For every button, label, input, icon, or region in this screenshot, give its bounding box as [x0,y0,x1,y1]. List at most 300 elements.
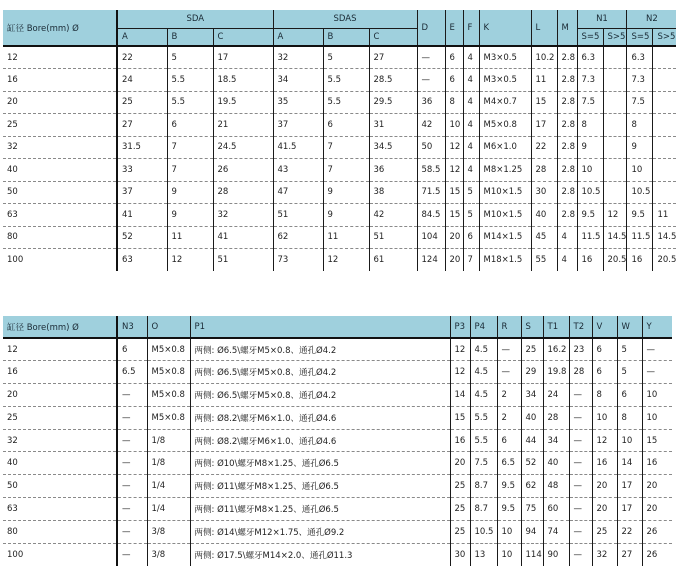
cell-n2-s5: 11.5 [627,226,653,249]
cell-f: 4 [463,114,479,137]
cell-bore: 12 [3,338,117,361]
cell-t1: 24 [543,384,569,407]
cell-k: M6×1.0 [479,136,531,159]
cell-k: M3×0.5 [479,46,531,69]
cell-sdas-b: 7 [323,136,369,159]
cell-r: 9.5 [497,498,521,521]
cell-p1: 两侧: Ø14\螺牙M12×1.75、通孔Ø9.2 [190,520,450,543]
cell-bore: 20 [3,91,117,114]
cell-n2-s5: 16 [627,249,653,272]
cell-sda-b: 12 [167,249,213,272]
table-row [3,181,676,204]
cell-t1: 48 [543,475,569,498]
cell-p1: 两侧: Ø11\螺牙M8×1.25、通孔Ø6.5 [190,498,450,521]
cell-p1: 两侧: Ø10\螺牙M8×1.25、通孔Ø6.5 [190,452,450,475]
cell-sda-a: 52 [117,226,167,249]
cell-p1: 两侧: Ø8.2\螺牙M6×1.0、通孔Ø4.6 [190,406,450,429]
cell-sdas-a: 41.5 [273,136,323,159]
cell-r: 2 [497,384,521,407]
cell-sdas-a: 73 [273,249,323,272]
cell-r: 6.5 [497,452,521,475]
cell-k: M10×1.5 [479,181,531,204]
cell-o: 1/8 [147,429,190,452]
cell-bore: 25 [3,114,117,137]
table-row [3,69,676,92]
cell-n2-sgt5 [653,46,676,69]
cell-t2: — [569,498,592,521]
cell-t2: — [569,520,592,543]
cell-bore: 16 [3,361,117,384]
table-row [3,338,672,361]
cell-n1-s5: 10.5 [577,181,603,204]
n1-group-header: N1 [577,10,627,28]
cell-k: M18×1.5 [479,249,531,272]
cell-n2-s5: 7.3 [627,69,653,92]
cell-sdas-b: 9 [323,204,369,227]
bore-header: 缸径 Bore(mm) Ø [3,10,117,46]
cell-n2-sgt5 [653,69,676,92]
cell-n1-s5: 7.5 [577,91,603,114]
cell-s: 25 [521,338,543,361]
cell-bore: 63 [3,498,117,521]
cell-l: 28 [531,159,557,182]
cell-m: 2.8 [557,46,577,69]
col-header-t1: T1 [543,316,569,338]
cell-s: 75 [521,498,543,521]
cell-bore: 16 [3,69,117,92]
cell-sda-a: 24 [117,69,167,92]
cell-bore: 40 [3,452,117,475]
cell-sda-b: 9 [167,204,213,227]
cell-e: 6 [445,69,463,92]
cell-sda-b: 5.5 [167,69,213,92]
cell-p1: 两侧: Ø6.5\螺牙M5×0.8、通孔Ø4.2 [190,338,450,361]
cell-t2: 28 [569,361,592,384]
cell-d: — [417,46,445,69]
cell-w: 17 [617,498,642,521]
cell-m: 2.8 [557,136,577,159]
table-row [3,452,672,475]
cell-y: 16 [642,452,672,475]
cell-y: 20 [642,498,672,521]
table-row [3,384,672,407]
cell-s: 114 [521,543,543,566]
cell-p3: 12 [450,361,470,384]
cell-k: M10×1.5 [479,204,531,227]
cell-o: 1/4 [147,498,190,521]
cell-m: 2.8 [557,114,577,137]
table-row [3,361,672,384]
cell-sdas-a: 32 [273,46,323,69]
cell-p4: 8.7 [470,498,497,521]
cell-sdas-b: 5.5 [323,91,369,114]
cell-sdas-a: 43 [273,159,323,182]
cell-sda-b: 5 [167,46,213,69]
cell-sdas-c: 38 [369,181,417,204]
col-header-y: Y [642,316,672,338]
cell-sdas-b: 11 [323,226,369,249]
cell-t2: — [569,406,592,429]
cell-sda-c: 51 [213,249,273,272]
table-row [3,204,676,227]
cell-sdas-c: 36 [369,159,417,182]
cell-m: 2.8 [557,159,577,182]
cell-w: 27 [617,543,642,566]
cell-r: 6 [497,429,521,452]
cell-s: 52 [521,452,543,475]
cell-t1: 34 [543,429,569,452]
cell-k: M5×0.8 [479,114,531,137]
cell-f: 4 [463,91,479,114]
cell-n1-sgt5 [603,181,627,204]
cell-sda-c: 41 [213,226,273,249]
cell-n1-sgt5 [603,136,627,159]
cell-v: 20 [592,475,617,498]
cell-sda-b: 11 [167,226,213,249]
col-header-n2-s5: S=5 [627,28,653,46]
cell-n1-s5: 6.3 [577,46,603,69]
cell-f: 4 [463,159,479,182]
table-row [3,520,672,543]
cell-sdas-a: 62 [273,226,323,249]
cell-n1-sgt5: 12 [603,204,627,227]
cell-t1: 60 [543,498,569,521]
n2-group-header: N2 [627,10,676,28]
col-header-sda-a: A [117,28,167,46]
cell-p1: 两侧: Ø8.2\螺牙M6×1.0、通孔Ø4.6 [190,429,450,452]
cell-bore: 80 [3,226,117,249]
col-header-d: D [417,10,445,46]
table-row [3,543,672,566]
cell-bore: 50 [3,475,117,498]
dimension-table-2 [3,316,672,566]
cell-w: 10 [617,429,642,452]
cell-sda-b: 7 [167,159,213,182]
cell-d: 42 [417,114,445,137]
col-header-n3: N3 [117,316,147,338]
col-header-p1: P1 [190,316,450,338]
cell-f: 6 [463,226,479,249]
cell-l: 22 [531,136,557,159]
cell-f: 4 [463,69,479,92]
cell-n1-sgt5 [603,159,627,182]
cell-d: 58.5 [417,159,445,182]
cell-sda-a: 37 [117,181,167,204]
cell-v: 8 [592,384,617,407]
cell-sda-a: 33 [117,159,167,182]
cell-m: 4 [557,226,577,249]
cell-n2-sgt5 [653,159,676,182]
cell-y: — [642,361,672,384]
cell-bore: 32 [3,136,117,159]
cell-v: 12 [592,429,617,452]
cell-v: 25 [592,520,617,543]
cell-l: 45 [531,226,557,249]
cell-sdas-b: 5.5 [323,69,369,92]
cell-sdas-b: 6 [323,114,369,137]
cell-sdas-b: 5 [323,46,369,69]
cell-t2: 23 [569,338,592,361]
col-header-sda-c: C [213,28,273,46]
cell-sdas-c: 61 [369,249,417,272]
cell-n1-s5: 8 [577,114,603,137]
cell-p4: 5.5 [470,429,497,452]
cell-v: 16 [592,452,617,475]
cell-w: 8 [617,406,642,429]
cell-n1-s5: 16 [577,249,603,272]
cell-l: 15 [531,91,557,114]
cell-k: M14×1.5 [479,226,531,249]
cell-n1-s5: 11.5 [577,226,603,249]
cell-d: — [417,69,445,92]
col-header-m: M [557,10,577,46]
cell-m: 2.8 [557,69,577,92]
cell-f: 5 [463,204,479,227]
cell-e: 12 [445,136,463,159]
cell-t1: 74 [543,520,569,543]
cell-l: 55 [531,249,557,272]
cell-w: 14 [617,452,642,475]
cell-n3: 6 [117,338,147,361]
cell-p3: 20 [450,452,470,475]
cell-n1-s5: 9 [577,136,603,159]
cell-t2: — [569,452,592,475]
cell-p1: 两侧: Ø6.5\螺牙M5×0.8、通孔Ø4.2 [190,384,450,407]
cell-n1-sgt5 [603,46,627,69]
cell-sda-c: 28 [213,181,273,204]
table-row [3,159,676,182]
cell-k: M4×0.7 [479,91,531,114]
cell-sdas-a: 47 [273,181,323,204]
cell-bore: 32 [3,429,117,452]
cell-sdas-a: 35 [273,91,323,114]
cell-d: 84.5 [417,204,445,227]
cell-y: 26 [642,520,672,543]
cell-n2-s5: 7.5 [627,91,653,114]
cell-bore: 25 [3,406,117,429]
col-header-f: F [463,10,479,46]
cell-n1-sgt5 [603,114,627,137]
cell-l: 11 [531,69,557,92]
cell-n1-sgt5: 14.5 [603,226,627,249]
cell-bore: 100 [3,249,117,272]
cell-k: M8×1.25 [479,159,531,182]
cell-m: 2.8 [557,91,577,114]
cell-n2-s5: 9.5 [627,204,653,227]
cell-s: 62 [521,475,543,498]
cell-p3: 25 [450,498,470,521]
col-header-n1-s5: S=5 [577,28,603,46]
cell-p4: 7.5 [470,452,497,475]
cell-p3: 15 [450,406,470,429]
cell-n3: — [117,520,147,543]
cell-bore: 100 [3,543,117,566]
cell-n1-s5: 7.3 [577,69,603,92]
cell-e: 15 [445,181,463,204]
cell-v: 6 [592,361,617,384]
cell-sdas-c: 51 [369,226,417,249]
cell-sdas-c: 31 [369,114,417,137]
cell-f: 7 [463,249,479,272]
cell-n2-s5: 10 [627,159,653,182]
cell-sdas-c: 27 [369,46,417,69]
cell-sda-c: 18.5 [213,69,273,92]
cell-p4: 4.5 [470,361,497,384]
cell-y: — [642,338,672,361]
cell-bore: 12 [3,46,117,69]
cell-p3: 16 [450,429,470,452]
table-row [3,498,672,521]
cell-e: 20 [445,226,463,249]
cell-e: 6 [445,46,463,69]
cell-p4: 4.5 [470,338,497,361]
cell-l: 17 [531,114,557,137]
cell-sdas-c: 42 [369,204,417,227]
col-header-o: O [147,316,190,338]
cell-p4: 8.7 [470,475,497,498]
cell-sda-b: 5.5 [167,91,213,114]
cell-sda-a: 22 [117,46,167,69]
cell-sdas-a: 34 [273,69,323,92]
col-header-e: E [445,10,463,46]
cell-f: 5 [463,181,479,204]
cell-t1: 90 [543,543,569,566]
cell-n3: — [117,543,147,566]
cell-e: 10 [445,114,463,137]
cell-t2: — [569,429,592,452]
cell-bore: 80 [3,520,117,543]
cell-o: 1/4 [147,475,190,498]
cell-d: 36 [417,91,445,114]
cell-t1: 40 [543,452,569,475]
cell-p3: 25 [450,475,470,498]
cell-d: 50 [417,136,445,159]
cell-r: — [497,361,521,384]
table-row [3,429,672,452]
col-header-t2: T2 [569,316,592,338]
cell-s: 44 [521,429,543,452]
cell-r: 2 [497,406,521,429]
cell-t1: 19.8 [543,361,569,384]
cell-o: 3/8 [147,520,190,543]
cell-bore: 50 [3,181,117,204]
cell-y: 10 [642,406,672,429]
cell-v: 32 [592,543,617,566]
cell-o: 3/8 [147,543,190,566]
cell-n3: — [117,475,147,498]
cell-sda-b: 7 [167,136,213,159]
cell-sda-a: 27 [117,114,167,137]
cell-s: 29 [521,361,543,384]
cell-w: 6 [617,384,642,407]
table-row [3,91,676,114]
cell-w: 5 [617,361,642,384]
cell-bore: 40 [3,159,117,182]
cell-t2: — [569,543,592,566]
cell-sda-c: 26 [213,159,273,182]
cell-sdas-c: 28.5 [369,69,417,92]
cell-y: 10 [642,384,672,407]
cell-p4: 4.5 [470,384,497,407]
cell-m: 2.8 [557,204,577,227]
cell-n3: 6.5 [117,361,147,384]
cell-s: 34 [521,384,543,407]
col-header-r: R [497,316,521,338]
cell-t2: — [569,475,592,498]
table-row [3,475,672,498]
cell-p1: 两侧: Ø11\螺牙M8×1.25、通孔Ø6.5 [190,475,450,498]
cell-n2-sgt5 [653,114,676,137]
cell-k: M3×0.5 [479,69,531,92]
cell-f: 4 [463,46,479,69]
cell-r: 10 [497,543,521,566]
dimension-table-1 [3,10,676,271]
cell-bore: 20 [3,384,117,407]
cell-e: 12 [445,159,463,182]
cell-n1-sgt5 [603,69,627,92]
col-header-sdas-c: C [369,28,417,46]
cell-n3: — [117,406,147,429]
col-header-sdas-b: B [323,28,369,46]
table-row [3,226,676,249]
cell-p3: 12 [450,338,470,361]
cell-w: 22 [617,520,642,543]
cell-s: 94 [521,520,543,543]
sda-group-header: SDA [117,10,273,28]
cell-n2-sgt5 [653,181,676,204]
cell-sdas-c: 34.5 [369,136,417,159]
cell-e: 8 [445,91,463,114]
cell-sda-c: 32 [213,204,273,227]
cell-sda-a: 63 [117,249,167,272]
col-header-sda-b: B [167,28,213,46]
cell-n2-sgt5: 20.5 [657,255,677,265]
cell-n1-s5: 9.5 [577,204,603,227]
cell-v: 10 [592,406,617,429]
cell-o: M5×0.8 [147,406,190,429]
cell-y: 20 [642,475,672,498]
cell-r: — [497,338,521,361]
cell-y: 26 [646,549,658,560]
cell-m: 2.8 [557,181,577,204]
cell-r: 10 [497,520,521,543]
cell-sda-a: 41 [117,204,167,227]
cell-sda-a: 25 [117,91,167,114]
col-header-sdas-a: A [273,28,323,46]
sdas-group-header: SDAS [273,10,417,28]
cell-sdas-c: 29.5 [369,91,417,114]
col-header-k: K [479,10,531,46]
cell-n2-s5: 8 [627,114,653,137]
col-header-w: W [617,316,642,338]
cell-n3: — [117,384,147,407]
cell-t2: — [569,384,592,407]
cell-v: 20 [592,498,617,521]
cell-n2-s5: 10.5 [627,181,653,204]
cell-s: 40 [521,406,543,429]
cell-sdas-b: 7 [323,159,369,182]
cell-sda-b: 6 [167,114,213,137]
cell-p1: 两侧: Ø17.5\螺牙M14×2.0、通孔Ø11.3 [190,543,450,566]
col-header-s: S [521,316,543,338]
table-row [3,114,676,137]
cell-o: M5×0.8 [147,384,190,407]
cell-f: 4 [463,136,479,159]
cell-p3: 25 [450,520,470,543]
cell-sdas-b: 9 [323,181,369,204]
cell-sdas-b: 12 [323,249,369,272]
cell-n3: — [117,452,147,475]
